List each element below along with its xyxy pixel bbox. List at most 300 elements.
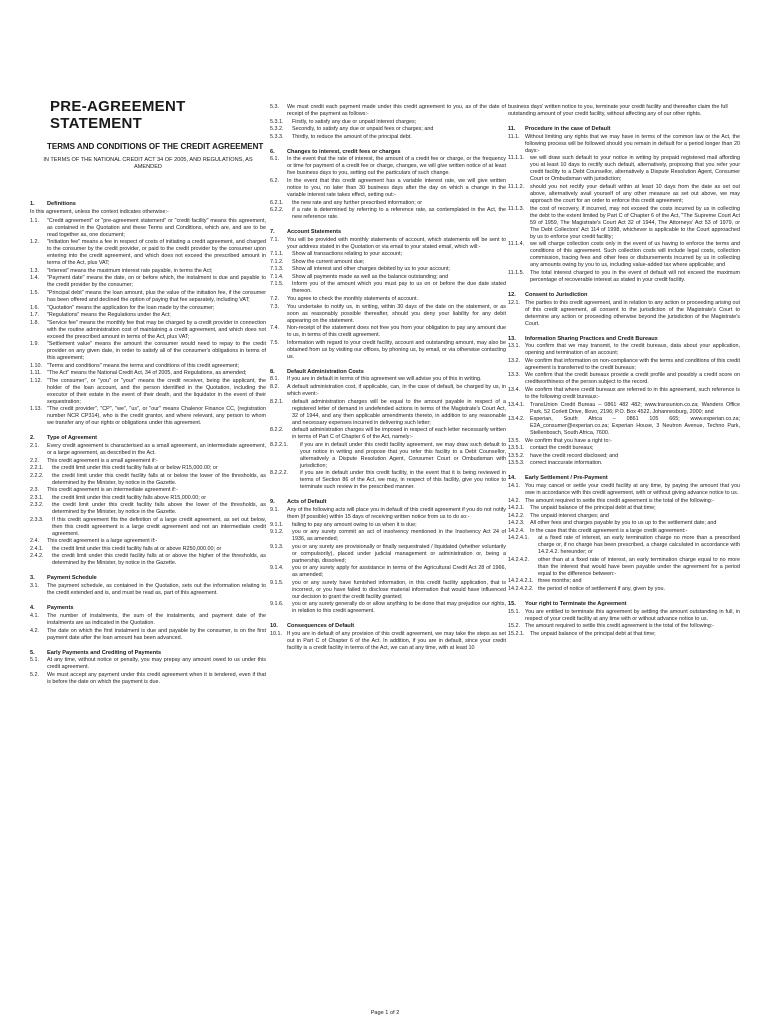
clause xyxy=(508,402,740,416)
clause-text: You confirm that we may transmit, to the credit bureaux, data about your application, opening and termination of an account; xyxy=(525,343,740,357)
clause-number: 2.2. xyxy=(30,457,39,464)
section xyxy=(270,149,506,221)
clause-text: we will draw such default to your notice in writing by prepaid registered mail affording you at least 10 days to rectify such default, alternatively, proposing that you refer your credit facility to a Debt Counsellor, alternatively a Dispute Resolution Agent, Consumer Court or Ombudsman with jurisdiction; xyxy=(530,155,740,183)
clause xyxy=(270,631,506,652)
clause-number: 14.2.4.2. xyxy=(508,556,529,563)
clause xyxy=(508,184,740,205)
clause-number: 11.1.4. xyxy=(508,241,525,248)
clause-number: 9.1.3. xyxy=(270,543,284,550)
clause-text: correct inaccurate information. xyxy=(530,460,603,467)
section-number: 4. xyxy=(30,605,35,612)
clause-text: "Service fee" means the monthly fee that may be charged by a credit provider in connection with the routine administration cost of maintaining a credit agreement, and which does not exceed the prescribed amount in terms of the Act, plus VAT; xyxy=(47,319,266,340)
clause-number: 1.1. xyxy=(30,217,39,224)
clause xyxy=(270,134,506,141)
clause xyxy=(508,453,740,460)
clause-text: You may cancel or settle your credit facility at any time, by paying the amount that you owe in accordance with this credit agreement, with or without giving advance notice to us. xyxy=(525,483,740,497)
clause-number: 13.2. xyxy=(508,357,520,364)
clause xyxy=(508,520,740,527)
clause-text: "Credit agreement" or "pre-agreement statement" or "credit facility" means this agreement, as contained in the Quotation and these Terms and Conditions, which are, and are to be read together as, one document; xyxy=(47,217,266,238)
section-number: 14. xyxy=(508,475,516,482)
clause xyxy=(508,372,740,386)
clause-number: 9.1.5. xyxy=(270,579,284,586)
section-title: Early Payments and Crediting of Payments xyxy=(47,649,162,656)
clause xyxy=(30,465,266,472)
clause xyxy=(508,445,740,452)
section-title: Consent to Jurisdiction xyxy=(525,291,588,298)
clause xyxy=(270,119,506,126)
section-heading xyxy=(270,499,506,507)
clause-number: 7.3. xyxy=(270,303,279,310)
clause-text: This credit agreement is a large agreement if:- xyxy=(47,538,158,545)
section-heading xyxy=(508,336,740,344)
clause-text: "Terms and conditions" means the terms and conditions of this credit agreement; xyxy=(47,362,239,369)
section xyxy=(270,104,506,141)
clause-number: 1.4. xyxy=(30,275,39,282)
clause-number: 10.1. xyxy=(270,631,282,638)
clause xyxy=(30,657,266,671)
section-title: Acts of Default xyxy=(287,499,327,506)
section xyxy=(30,201,266,427)
section-number: 9. xyxy=(270,499,275,506)
clause xyxy=(270,427,506,441)
section-heading xyxy=(270,369,506,377)
clause-number: 8.1. xyxy=(270,376,279,383)
clause-number: 1.3. xyxy=(30,267,39,274)
clause-text: failing to pay any amount owing to us when it is due; xyxy=(292,521,417,528)
clause-text: In the case that this credit agreement is a large credit agreement:- xyxy=(530,527,688,534)
clause xyxy=(508,535,740,556)
clause xyxy=(508,358,740,372)
clause xyxy=(30,312,266,319)
clause-text: Show the current amount due; xyxy=(292,258,365,265)
clause-number: 3.1. xyxy=(30,583,39,590)
clause-text: TransUnion Credit Bureau – 0861 482 482; www.transunion.co.za; Wanders Office Park, 52 Corlett Drive, Illovo, 2196; P.O. Box 4522, Johannesburg, 2000; and xyxy=(530,401,740,415)
page-number: Page 1 of 2 xyxy=(370,1010,400,1016)
section-heading xyxy=(508,601,740,609)
clause-text: "Interest" means the maximum interest rate payable, in terms the Act; xyxy=(47,267,213,274)
clause-number: 9.1. xyxy=(270,507,279,514)
clause-number: 1.8. xyxy=(30,319,39,326)
clause-text: If this credit agreement fits the definition of a large credit agreement, as set out below, then this credit agreement is a large credit agreement and not an intermediate credit agreement. xyxy=(52,516,266,537)
clause-number: 2.4.2. xyxy=(30,553,44,560)
clause-number: 8.2.1. xyxy=(270,398,284,405)
section xyxy=(30,575,266,597)
column-middle xyxy=(270,104,506,660)
clause xyxy=(508,623,740,630)
clause-number: 7.1.3. xyxy=(270,266,284,273)
clause xyxy=(30,320,266,341)
clause-number: 14.2. xyxy=(508,497,520,504)
section-heading xyxy=(508,475,740,483)
clause xyxy=(508,528,740,535)
clause-text: The parties to this credit agreement, and in relation to any action or proceeding arising out of this credit agreement, all consent to the jurisdiction of the Magistrate's Court to determine any action or proceeding otherwise beyond the jurisdiction of the Magistrate's Court. xyxy=(525,299,740,327)
clause xyxy=(30,628,266,642)
clause xyxy=(270,304,506,325)
clause xyxy=(30,553,266,567)
clause-text: Show all interest and other charges debited by us to your account; xyxy=(292,266,450,273)
clause-number: 7.1.4. xyxy=(270,273,284,280)
clause-number: 9.1.4. xyxy=(270,565,284,572)
clause-number: 5.2. xyxy=(30,671,39,678)
clause-text: The unpaid balance of the principal debt at that time; xyxy=(530,630,656,637)
clause-text: Without limiting any rights that we may have in terms of the common law or the Act, the following process will be followed should you remain in default for a period longer than 20 days:- xyxy=(525,133,740,154)
clause xyxy=(508,631,740,638)
clause-number: 6.2.1. xyxy=(270,199,284,206)
document-subtitle: TERMS AND CONDITIONS OF THE CREDIT AGREEMENT xyxy=(47,142,264,151)
clause-text: "The consumer", or "you" or "your" means the credit receiver, being the applicant, the holder of the loan account, and the person identified in the Quotation, including the executor of their estate in the event of their death, and the liquidator in the event of their sequestration; xyxy=(47,377,266,405)
clause xyxy=(270,399,506,427)
clause-text: Information with regard to your credit facility, account and outstanding amount, may also be obtained from us by visiting our offices, by phoning us, by email, or via otherwise contacting us. xyxy=(287,339,506,360)
clause-number: 15.2.1. xyxy=(508,630,525,637)
section-title: Information Sharing Practices and Credit Bureaux xyxy=(525,335,658,342)
clause-number: 2.2.1. xyxy=(30,465,44,472)
clause xyxy=(270,237,506,251)
clause-number: 1.13. xyxy=(30,406,42,413)
clause-text: This credit agreement is a small agreement if:- xyxy=(47,457,158,464)
section-heading xyxy=(30,575,266,583)
clause-text: The total interest charged to you in the event of default will not exceed the maximum percentage of recoverable interest as stated in your credit facility. xyxy=(530,269,740,283)
clause xyxy=(508,586,740,593)
clause xyxy=(270,325,506,339)
clause-number: 13.5.3. xyxy=(508,460,525,467)
clause xyxy=(508,483,740,497)
clause-number: 15.1. xyxy=(508,608,520,615)
clause xyxy=(508,134,740,155)
clause xyxy=(270,376,506,383)
clause-text: We confirm that you have a right to:- xyxy=(525,437,612,444)
section-heading xyxy=(270,229,506,237)
clause-text: Thirdly, to reduce the amount of the principal debt. xyxy=(292,133,412,140)
column-left xyxy=(30,98,266,694)
document-title: PRE-AGREEMENT STATEMENT xyxy=(50,98,186,132)
clause-text: Every credit agreement is characterised as a small agreement, an intermediate agreement, or a large agreement, as described in the Act. xyxy=(47,443,266,457)
clause-text: other than at a fixed rate of interest, an early termination charge equal to no more than the interest that would have been payable under the agreement for a period equal to the difference between:- xyxy=(538,556,740,577)
clause-number: 2.2.2. xyxy=(30,472,44,479)
clause xyxy=(30,341,266,362)
clause-text: You will be provided with monthly statements of account, which statements will be sent to your address stated in the Quotation or via email to your stated email, which will:- xyxy=(287,236,506,250)
clause-number: 11.1.1. xyxy=(508,155,525,162)
clause-number: 1.10. xyxy=(30,362,42,369)
clause-number: 14.2.4.2.2. xyxy=(508,585,534,592)
clause-number: 5.3.2. xyxy=(270,126,284,133)
clause-number: 6.2. xyxy=(270,177,279,184)
clause xyxy=(270,522,506,529)
clause xyxy=(270,565,506,579)
section xyxy=(30,435,266,567)
clause-number: 14.2.4. xyxy=(508,527,525,534)
section-number: 13. xyxy=(508,335,516,342)
clause-text: Show all payments made as well as the balance outstanding; and xyxy=(292,273,449,280)
clause-number: 9.1.6. xyxy=(270,601,284,608)
section-number: 8. xyxy=(270,368,275,375)
clause-number: 8.2. xyxy=(270,383,279,390)
clause xyxy=(30,378,266,406)
section-heading xyxy=(270,149,506,157)
clause-number: 7.5. xyxy=(270,339,279,346)
clause xyxy=(270,340,506,361)
clause xyxy=(30,583,266,597)
section xyxy=(508,336,740,468)
clause xyxy=(508,438,740,445)
clause-text: "Payment date" means the date, on or before which, the instalment is due and payable to the credit provider by the consumer; xyxy=(47,275,266,289)
clause-text: the credit limit under this credit facility falls at or above R250,000.00; or xyxy=(52,545,222,552)
clause-text: We confirm that the credit bureaux provide a credit profile and possibly a credit score on creditworthiness of the person subject to the record. xyxy=(525,372,740,386)
clause xyxy=(270,156,506,177)
clause-number: 1.6. xyxy=(30,304,39,311)
clause-number: 14.2.3. xyxy=(508,520,525,527)
section-heading xyxy=(30,435,266,443)
clause-text: The number of instalments, the sum of the instalments, and payment date of the instalments are as indicated in the Quotation. xyxy=(47,613,266,627)
clause xyxy=(30,495,266,502)
clause-text: The date on which the first instalment is due and payable by the consumer, is on the first payment date after the loan amount has been advanced. xyxy=(47,627,266,641)
clause-number: 11.1.5. xyxy=(508,269,525,276)
clause-number: 4.2. xyxy=(30,627,39,634)
clause-number: 13.5.2. xyxy=(508,452,525,459)
clause-number: 7.1.2. xyxy=(270,258,284,265)
clause-text: you or any surety are provisionally or finally sequestrated / liquidated (whether voluntarily or compulsorily), placed under judicial management or administration or, being a partnership, dissolved; xyxy=(292,543,506,564)
clause-number: 13.4.1. xyxy=(508,401,525,408)
clause xyxy=(508,206,740,241)
clause xyxy=(30,613,266,627)
clause-text: If you are in default of any provision of this credit agreement, we may take the steps as set out in Part C of Chapter 6 of the Act. In addition, if you are in default, since your credit facility is a credit facility in terms of the Act, we can at any time, with at least 10 xyxy=(287,631,506,652)
clause-number: 6.2.2. xyxy=(270,207,284,214)
clause-text: Inform you of the amount which you must pay to us on or before the due date stated thereon. xyxy=(292,281,506,295)
clause-number: 1.7. xyxy=(30,312,39,319)
clause xyxy=(508,505,740,512)
section-heading xyxy=(270,623,506,631)
clause-number: 6.1. xyxy=(270,156,279,163)
clause-number: 1.5. xyxy=(30,289,39,296)
clause xyxy=(270,200,506,207)
clause xyxy=(270,178,506,199)
clause-text: The unpaid interest charges; and xyxy=(530,512,609,519)
section-title: Default Administration Costs xyxy=(287,368,364,375)
clause-number: 2.4. xyxy=(30,538,39,545)
clause-number: 7.1. xyxy=(270,236,279,243)
section-title: Payment Schedule xyxy=(47,575,97,582)
section-number: 6. xyxy=(270,148,275,155)
clause xyxy=(270,296,506,303)
clause-text: If you are in default in terms of this agreement we will advise you of this in writing. xyxy=(287,376,482,383)
clause-number: 2.3.1. xyxy=(30,494,44,501)
clause xyxy=(270,281,506,295)
clause-number: 8.2.2.2. xyxy=(270,470,288,477)
section-title: Changes to interest, credit fees or charges xyxy=(287,148,401,155)
clause xyxy=(30,290,266,304)
clause xyxy=(30,239,266,267)
clause-text: the credit limit under this credit facility falls at or below R15,000.00; or xyxy=(52,465,218,472)
clause xyxy=(270,104,506,118)
clause-text: if a rate is determined by referring to a reference rate, as contemplated in the Act, the new reference rate. xyxy=(292,207,506,221)
clause xyxy=(270,529,506,543)
clause xyxy=(508,578,740,585)
clause-text: Firstly, to satisfy any due or unpaid interest charges; xyxy=(292,118,417,125)
clause xyxy=(30,406,266,427)
clause-number: 2.3.2. xyxy=(30,502,44,509)
section-number: 10. xyxy=(270,623,278,630)
clause-text: Experian, South Africa – 0861 105 665; www.experian.co.za; E2A_consumer@experian.co.za; Experian House, 3 Neutron Avenue, Techno Park, Stellenbosch, South Africa, 7600. xyxy=(530,416,740,437)
clause-number: 13.4. xyxy=(508,387,520,393)
clause-number: 8.2.2.1. xyxy=(270,441,288,448)
clause-number: 11.1.2. xyxy=(508,183,525,190)
clause-text: The amount required to settle this credit agreement is the total of the following:- xyxy=(525,623,715,630)
section xyxy=(270,229,506,361)
clause-text: You undertake to notify us, in writing, within 30 days of the date on the statement, or as soon as reasonably possible thereafter, should you deny your liability for any debit appearing on the statement. xyxy=(287,303,506,324)
clause-number: 14.2.4.2.1. xyxy=(508,578,534,585)
clause xyxy=(270,601,506,615)
section-title: Type of Agreement xyxy=(47,435,98,442)
clause xyxy=(270,126,506,133)
clause-number: 7.1.1. xyxy=(270,251,284,258)
clause-number: 14.2.4.1. xyxy=(508,535,529,542)
clause-number: 5.3. xyxy=(270,104,279,110)
section-heading xyxy=(30,201,266,209)
section-title: Early Settlement / Pre-Payment xyxy=(525,475,608,482)
clause xyxy=(30,546,266,553)
clause-text: you or any surety apply for assistance in terms of the Agricultural Credit Act 28 of 1966, as amended; xyxy=(292,565,506,579)
section xyxy=(270,369,506,492)
clause xyxy=(30,473,266,487)
clause-text: if you are in default under this credit facility agreement, we may draw such default to your notice in writing and propose that you refer this facility to a Debt Counsellor, alternatively a Dispute Resolution Agent, Consumer Court or Ombudsman with jurisdiction; xyxy=(300,441,506,469)
clause-text: You agree to check the monthly statements of account. xyxy=(287,296,419,302)
section-intro: business days' written notice to you, terminate your credit facility and thereafter claim the full outstanding amount of your credit facility, without affecting any of our other rights. xyxy=(508,104,728,118)
clause xyxy=(508,300,740,328)
clause-text: We must credit each payment made under this credit agreement to you, as of the date of receipt of the payment as follows:- xyxy=(287,104,506,118)
clause-number: 2.1. xyxy=(30,443,39,450)
clause-number: 11.1. xyxy=(508,133,520,140)
section-title: Account Statements xyxy=(287,229,342,236)
clause-text: Show all transactions relating to your account; xyxy=(292,251,402,258)
clause-text: should you not rectify your default within at least 10 days from the date as set out above, alternatively avail yourself of any other measure as set out above, we may approach the court for an order to enforce this credit agreement; xyxy=(530,183,740,204)
clause xyxy=(30,538,266,545)
clause xyxy=(508,270,740,284)
clause-text: "Settlement value" means the amount the consumer would need to repay to the credit provider on any given date, in order to satisfy all of the consumer's obligations in terms of this agreement; xyxy=(47,341,266,362)
section xyxy=(508,104,740,118)
clause xyxy=(30,218,266,239)
section xyxy=(30,650,266,686)
clause xyxy=(270,251,506,258)
clause-text: the credit limit under this credit facility falls above the lower of the thresholds, as determined by the Minister, by notice in the Gazette. xyxy=(52,502,266,516)
clause xyxy=(270,207,506,221)
section xyxy=(508,126,740,284)
clause-number: 11.1.3. xyxy=(508,205,525,212)
clause-number: 2.3.3. xyxy=(30,516,44,523)
clause-text: you or any surety commit an act of insolvency mentioned in the Insolvency Act 24 of 1936, as amended; xyxy=(292,529,506,543)
clause xyxy=(508,387,740,401)
clause xyxy=(30,275,266,289)
clause xyxy=(270,507,506,521)
clause-number: 7.2. xyxy=(270,296,279,302)
clause-text: In the event that this credit agreement has a variable interest rate, we will give written notice to you, no later than 30 business days after the day on which a change in the variable interest rate takes effect, setting out:- xyxy=(287,177,506,198)
clause-number: 1.11. xyxy=(30,370,42,377)
clause xyxy=(30,268,266,275)
clause-number: 13.1. xyxy=(508,343,520,350)
clause xyxy=(270,470,506,491)
clause xyxy=(508,513,740,520)
clause xyxy=(30,517,266,538)
clause-text: We must accept any payment under this credit agreement when it is tendered, even if that is before the date on which the payment is due. xyxy=(47,671,266,685)
clause-text: All other fees and charges payable by you to us up to the settlement date; and xyxy=(530,520,717,527)
clause-text: default administration charges will be equal to the amount payable in respect of a registered letter of demand in undefended actions in terms of the Magistrate's Court Act, 32 of 1944, and any then applicable amendments thereto, in addition to any reasonable and necessary expenses incurred in delivering such letter; xyxy=(292,398,506,426)
section xyxy=(508,475,740,593)
clause-text: The unpaid balance of the principal debt at that time; xyxy=(530,505,656,512)
section-number: 12. xyxy=(508,291,516,298)
clause-text: default administration charges will be imposed in respect of each letter necessarily written in terms of Part C of Chapter 6 of the Act, namely:- xyxy=(292,427,506,441)
clause-text: Secondly, to satisfy any due or unpaid fees or charges; and xyxy=(292,126,434,133)
clause-text: we will charge collection costs only in the event of us having to enforce the terms and conditions of this agreement. Such collection costs will include legal costs, collection commission, tracing fees and other fees or disbursements incurred by us in collecting any amounts owing by you to us, including value-added tax where applicable; and xyxy=(530,241,740,269)
clause-text: the new rate and any further prescribed information; or xyxy=(292,199,423,206)
clause-text: the credit limit under this credit facility falls above R15,000.00; or xyxy=(52,494,207,501)
clause-number: 14.2.1. xyxy=(508,505,525,512)
clause-number: 5.1. xyxy=(30,657,39,664)
clause-text: the credit limit under this credit facility falls at or above the higher of the thresholds, as determined by the Minister, by notice in the Gazette. xyxy=(52,553,266,567)
clause-number: 1.12. xyxy=(30,377,42,384)
section-heading xyxy=(30,605,266,613)
section-number: 1. xyxy=(30,200,35,207)
clause xyxy=(30,363,266,370)
clause xyxy=(508,155,740,183)
clause xyxy=(508,557,740,578)
clause-number: 15.2. xyxy=(508,623,520,630)
clause-text: the cost of recovery, if incurred, may not exceed the costs incurred by us in collecting the debt to the extent limited by Part C of Chapter 6 of the Act, "The Supreme Court Act 59 of 1959, The Magistrate's Court Act 32 of 1944, The Attorneys' Act 53 of 1979, or The Debt Collectors' Act 114 of 1998, whichever is applicable to the Court approached by us to enforce your credit facility; xyxy=(530,205,740,240)
clause-number: 12.1. xyxy=(508,299,520,306)
section xyxy=(270,623,506,652)
clause-text: At any time, without notice or penalty, you may prepay any amount owed to us under this credit agreement. xyxy=(47,657,266,671)
clause-number: 14.1. xyxy=(508,483,520,489)
clause-number: 13.4.2. xyxy=(508,416,525,423)
clause-number: 1.9. xyxy=(30,341,39,348)
section xyxy=(270,499,506,615)
clause-text: "Regulations" means the Regulations under the Act; xyxy=(47,312,171,319)
clause xyxy=(270,384,506,398)
clause-number: 1.2. xyxy=(30,239,39,246)
clause-number: 4.1. xyxy=(30,613,39,620)
clause xyxy=(508,460,740,467)
clause-text: at a fixed rate of interest, an early termination charge no more than a prescribed charge or, if no charge has been prescribed, a charge calculated in accordance with 14.2.4.2. hereunder; or xyxy=(538,535,740,556)
clause-text: you or any surety generally do or allow anything to be done that may prejudice our rights, in relation to this credit agreement. xyxy=(292,601,506,615)
clause xyxy=(508,241,740,269)
section xyxy=(508,292,740,328)
clause xyxy=(270,442,506,470)
clause-text: the period of notice of settlement if any, given by you. xyxy=(538,585,665,592)
clause xyxy=(30,370,266,377)
clause-number: 7.1.5. xyxy=(270,281,284,288)
clause-text: Non-receipt of the statement does not free you from your obligation to pay any amount due to us, in terms of this credit agreement. xyxy=(287,325,506,339)
clause-number: 13.3. xyxy=(508,372,520,379)
column-right xyxy=(508,104,740,646)
clause xyxy=(508,343,740,357)
section-title: Your right to Terminate the Agreement xyxy=(525,600,627,607)
section-number: 3. xyxy=(30,575,35,582)
clause-number: 5.3.1. xyxy=(270,118,284,125)
section-number: 11. xyxy=(508,126,516,133)
section-heading xyxy=(508,292,740,300)
clause-text: In the event that the rate of interest, the amount of a credit fee or charge, or the frequency or time for payment of a credit fee or charge, changes, we will give written notice of at least five business days to you, setting out the particulars of such change. xyxy=(287,156,506,177)
clause-text: contact the credit bureaux; xyxy=(530,445,594,452)
section-title: Consequences of Default xyxy=(287,623,355,630)
clause-number: 2.4.1. xyxy=(30,545,44,552)
clause-number: 5.3.3. xyxy=(270,133,284,140)
clause-text: "Quotation" means the application for the loan made by the consumer; xyxy=(47,304,215,311)
clause xyxy=(30,458,266,465)
section-title: Procedure in the case of Default xyxy=(525,126,611,133)
clause-text: We confirm that information on non-compliance with the terms and conditions of this credit agreement is transferred to the credit bureaux; xyxy=(525,357,740,371)
clause xyxy=(270,266,506,273)
clause-text: "Initiation fee" means a fee in respect of costs of initiating a credit agreement, and charged to the consumer by the credit provider, or paid to the credit provider by the consumer upon entering into the credit agreement, and which does not exceed the prescribed amount in terms of the Act, plus VAT; xyxy=(47,239,266,267)
clause xyxy=(270,259,506,266)
section-heading xyxy=(508,126,740,134)
clause-number: 9.1.1. xyxy=(270,521,284,528)
